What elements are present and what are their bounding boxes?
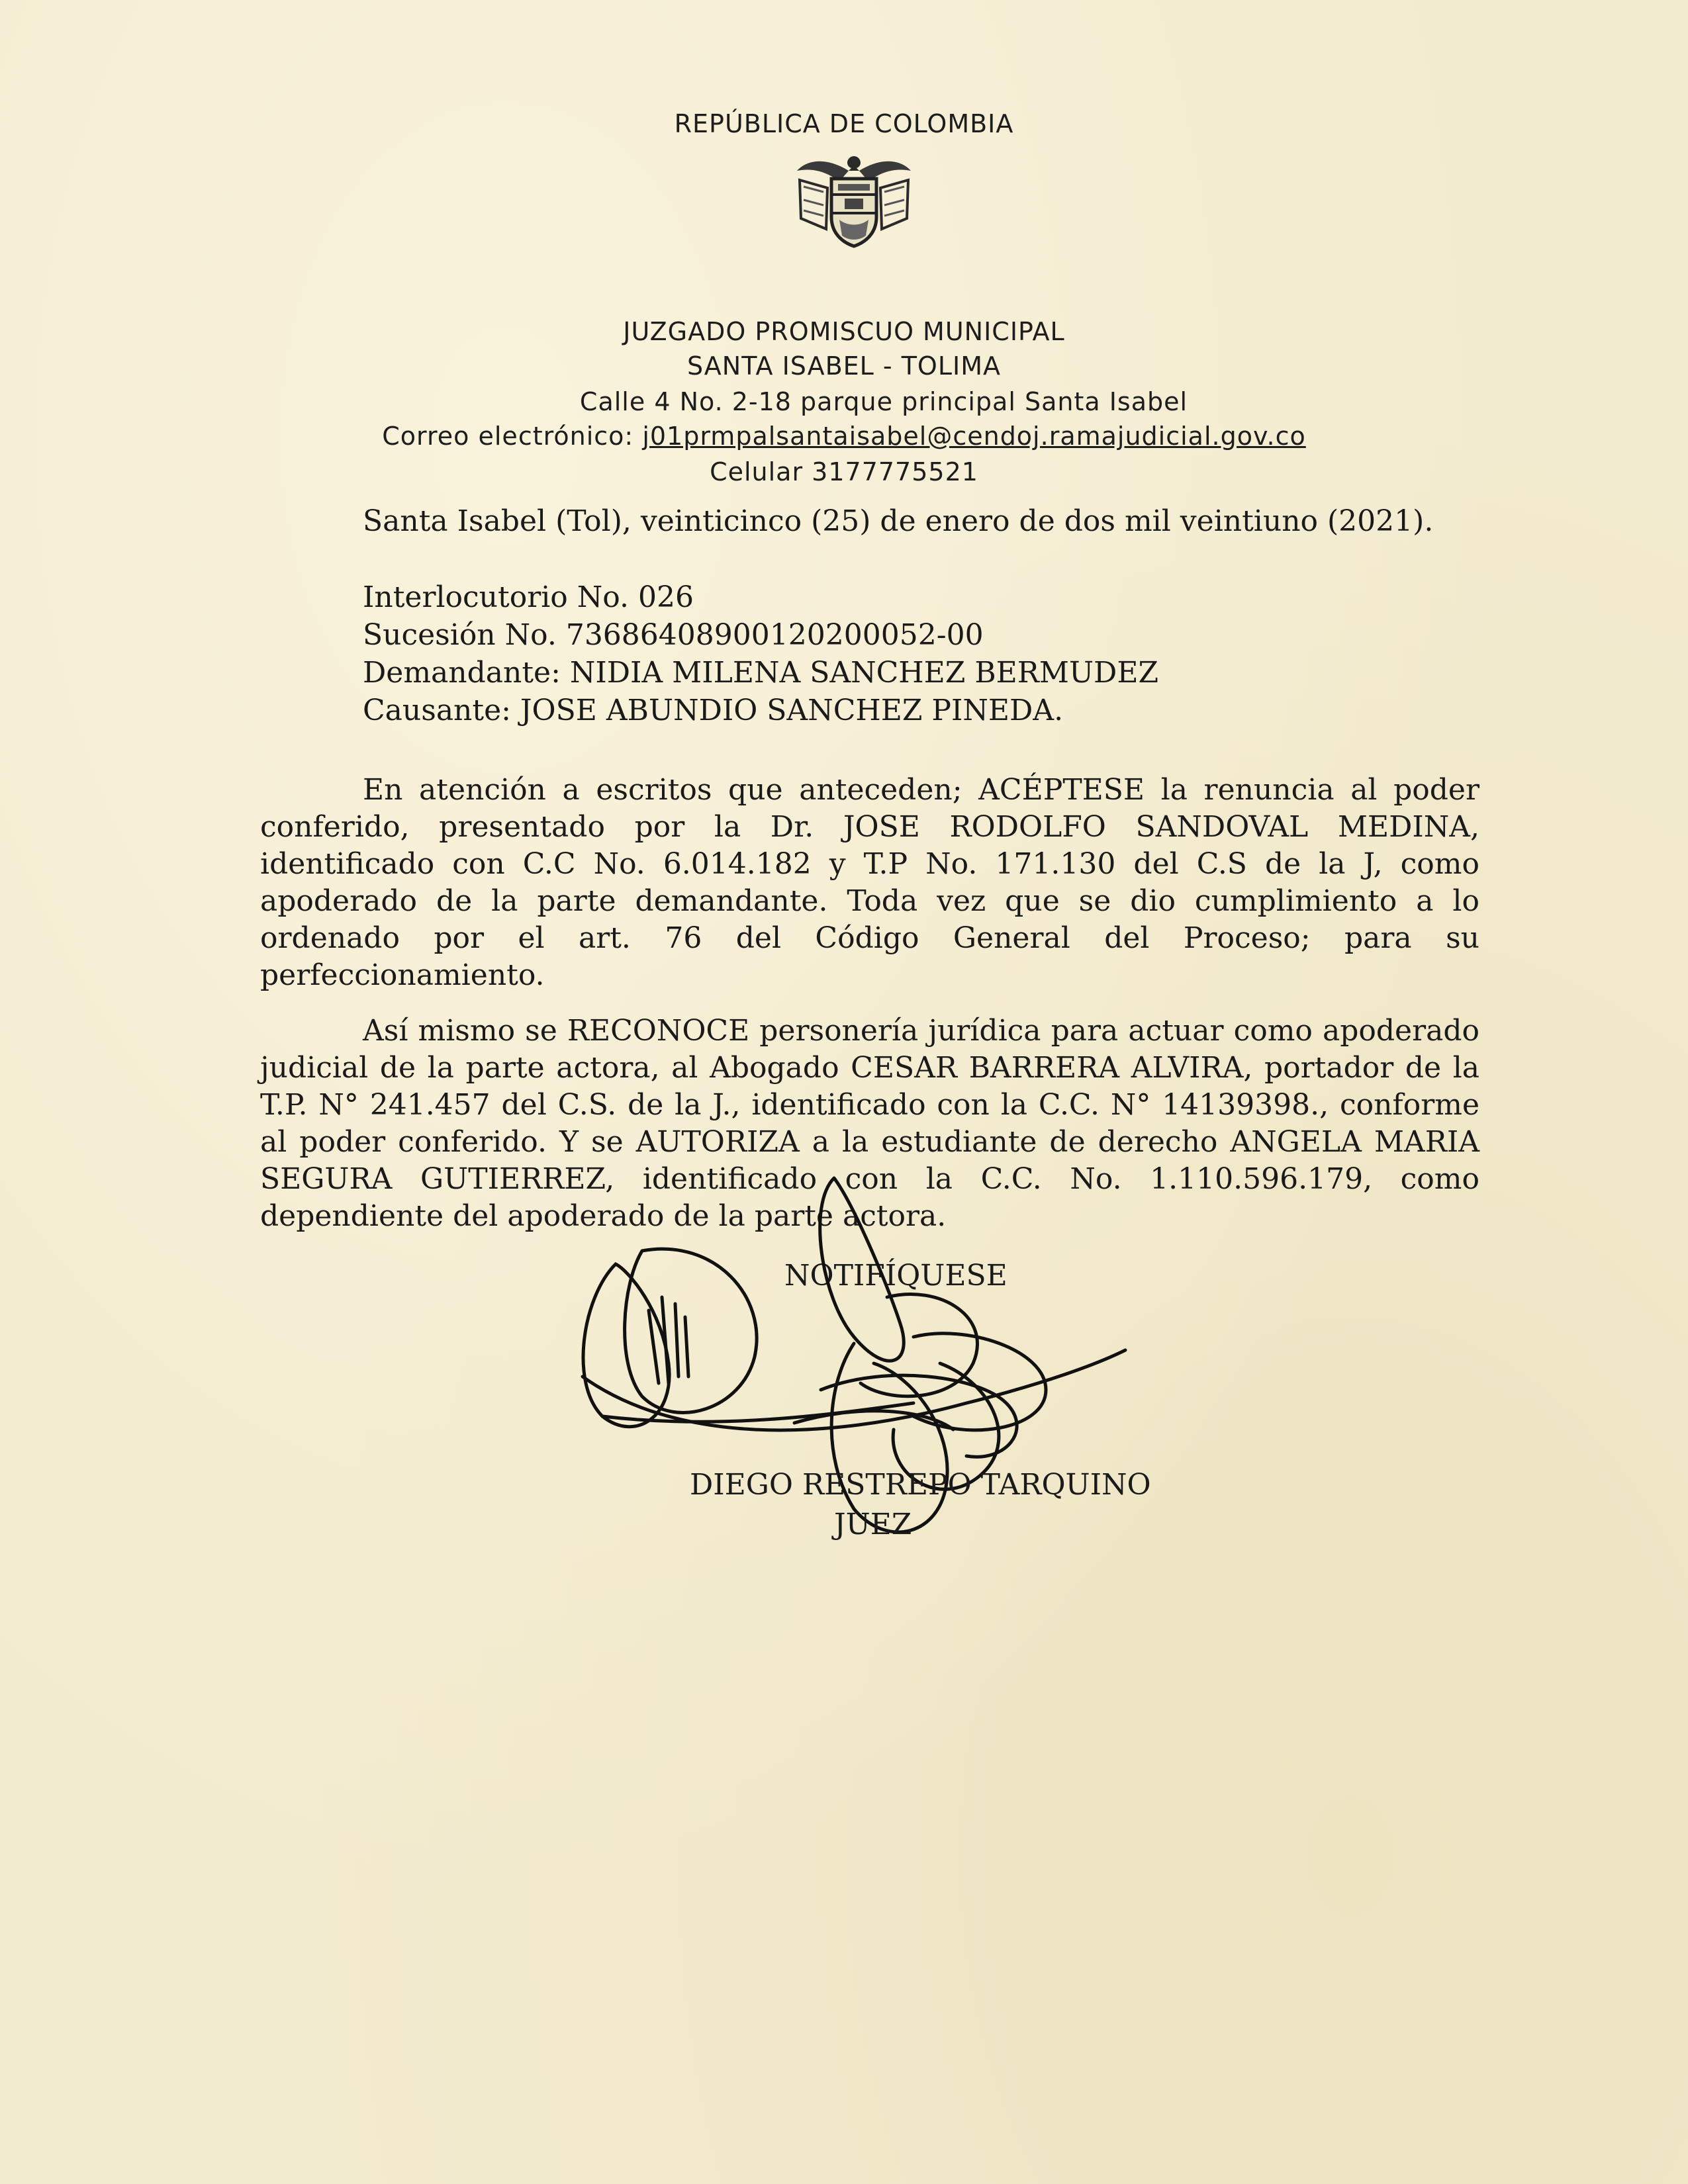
- interlocutorio-line: Interlocutorio No. 026: [363, 580, 694, 614]
- causante-line: Causante: JOSE ABUNDIO SANCHEZ PINEDA.: [363, 694, 1064, 727]
- notify-text: NOTIFÍQUESE: [784, 1259, 1008, 1293]
- judge-name: DIEGO RESTREPO TARQUINO: [690, 1468, 1151, 1502]
- email-line: [0, 424, 1688, 449]
- location-heading: SANTA ISABEL - TOLIMA: [686, 351, 1001, 381]
- country-heading: REPÚBLICA DE COLOMBIA: [674, 109, 1014, 138]
- address-line: Calle 4 No. 2-18 parque principal Santa Isabel: [579, 387, 1188, 416]
- paragraph-acceptance-text: En atención a escritos que anteceden; ACÉPTESE la renuncia al poder conferido, presentado por la Dr. JOSE RODOLFO SANDOVAL MEDINA, identificado con C.C No. 6.014.182 y T.P No. 171.130 del C.S de la J, como apoderado de la parte demandante. Toda vez que se dio cumplimiento a lo ordenado por el art. 76 del Código General del Proceso; para su perfeccionamiento.: [260, 773, 1479, 992]
- phone-line: Celular 3177775521: [710, 457, 978, 486]
- coat-of-arms-icon: [788, 144, 920, 250]
- paragraph-recognition-text: Así mismo se RECONOCE personería jurídica para actuar como apoderado judicial de la parte actora, al Abogado CESAR BARRERA ALVIRA, portador de la T.P. N° 241.457 del C.S. de la J., identificado con la C.C. N° 14139398., conforme al poder conferido. Y se AUTORIZA a la estudiante de derecho ANGELA MARIA SEGURA GUTIERREZ, identificado con la C.C. No. 1.110.596.179, como dependiente del apoderado de la parte actora.: [260, 1014, 1479, 1233]
- date-line: Santa Isabel (Tol), veinticinco (25) de enero de dos mil veintiuno (2021).: [363, 504, 1434, 538]
- demandante-line: Demandante: NIDIA MILENA SANCHEZ BERMUDEZ: [363, 656, 1159, 690]
- sucesion-line: Sucesión No. 73686408900120200052-00: [363, 618, 984, 652]
- paragraph-acceptance: [260, 772, 1479, 994]
- email-label: Correo electrónico:: [382, 422, 643, 451]
- judge-title: JUEZ: [834, 1508, 912, 1541]
- email-link[interactable]: j01prmpalsantaisabel@cendoj.ramajudicial.gov.co: [642, 422, 1306, 451]
- court-heading: JUZGADO PROMISCUO MUNICIPAL: [623, 317, 1065, 346]
